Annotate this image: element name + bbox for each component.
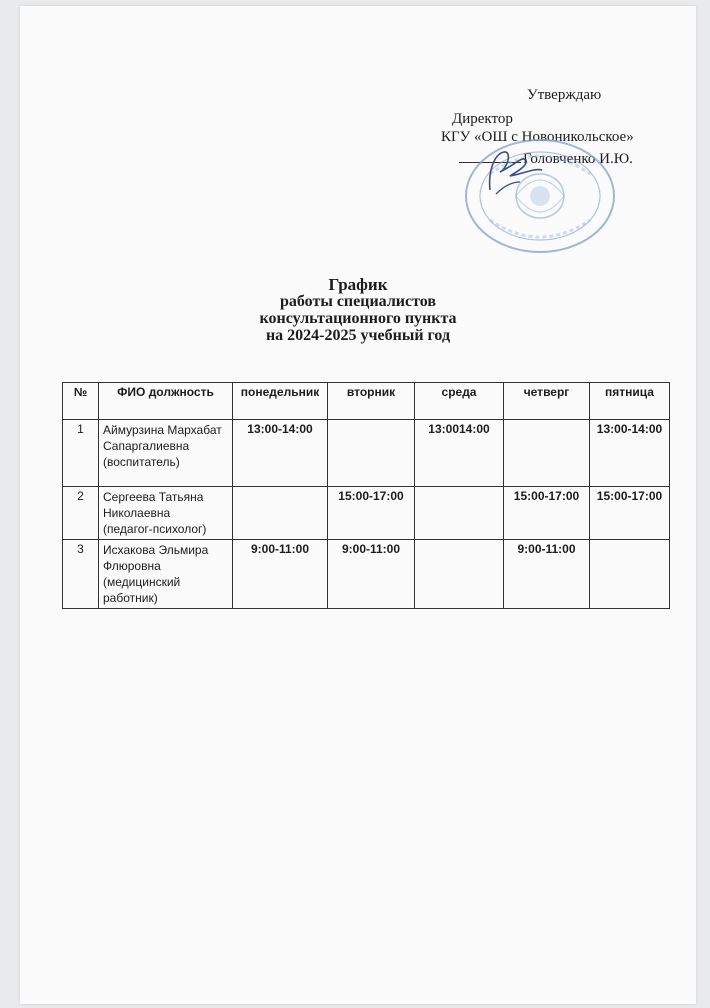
row-number: 1 xyxy=(63,420,99,487)
table-row xyxy=(63,420,670,487)
title-line-4: на 2024-2025 учебный год xyxy=(265,327,451,344)
row-number: 3 xyxy=(63,540,99,609)
monday-slot xyxy=(233,487,328,540)
specialist-name: Аймурзина Мархабат Сапаргалиевна xyxy=(103,423,222,453)
specialist-name: Сергеева Татьяна Николаевна xyxy=(103,490,204,520)
wednesday-slot xyxy=(415,487,504,540)
friday-slot: 15:00-17:00 xyxy=(590,487,670,540)
header-wednesday: среда xyxy=(415,383,504,420)
specialist-cell xyxy=(99,420,233,487)
monday-slot: 9:00-11:00 xyxy=(233,540,328,609)
friday-slot xyxy=(590,540,670,609)
specialist-role: (медицинский работник) xyxy=(103,575,181,605)
title-line-3: консультационного пункта xyxy=(259,310,457,327)
specialist-role: (воспитатель) xyxy=(103,455,180,469)
title-line-1: График xyxy=(328,275,388,294)
header-monday: понедельник xyxy=(233,383,328,420)
thursday-slot: 9:00-11:00 xyxy=(504,540,590,609)
header-tuesday: вторник xyxy=(328,383,415,420)
specialist-role: (педагог-психолог) xyxy=(103,522,207,536)
table-row xyxy=(63,540,670,609)
specialist-cell xyxy=(99,540,233,609)
table-row xyxy=(63,487,670,540)
signature-line xyxy=(459,150,633,168)
table-header-row xyxy=(63,383,670,420)
wednesday-slot: 13:0014:00 xyxy=(415,420,504,487)
header-name-position: ФИО должность xyxy=(99,383,233,420)
signatory-name: Головченко И.Ю. xyxy=(523,151,633,167)
organization-name: КГУ «ОШ с Новоникольское» xyxy=(441,129,634,145)
title-line-2: работы специалистов xyxy=(279,293,436,310)
thursday-slot: 15:00-17:00 xyxy=(504,487,590,540)
approval-heading: Утверждаю xyxy=(527,87,602,103)
director-position: Директор xyxy=(452,111,513,127)
header-number: № xyxy=(63,383,99,420)
header-thursday: четверг xyxy=(504,383,590,420)
signature-blank xyxy=(459,162,521,163)
specialist-name: Исхакова Эльмира Флюровна xyxy=(103,543,209,573)
tuesday-slot: 9:00-11:00 xyxy=(328,540,415,609)
thursday-slot xyxy=(504,420,590,487)
wednesday-slot xyxy=(415,540,504,609)
document-page xyxy=(20,6,696,1004)
schedule-table xyxy=(62,382,670,609)
document-title xyxy=(20,276,696,344)
row-number: 2 xyxy=(63,487,99,540)
tuesday-slot: 15:00-17:00 xyxy=(328,487,415,540)
friday-slot: 13:00-14:00 xyxy=(590,420,670,487)
monday-slot: 13:00-14:00 xyxy=(233,420,328,487)
specialist-cell xyxy=(99,487,233,540)
tuesday-slot xyxy=(328,420,415,487)
header-friday: пятница xyxy=(590,383,670,420)
